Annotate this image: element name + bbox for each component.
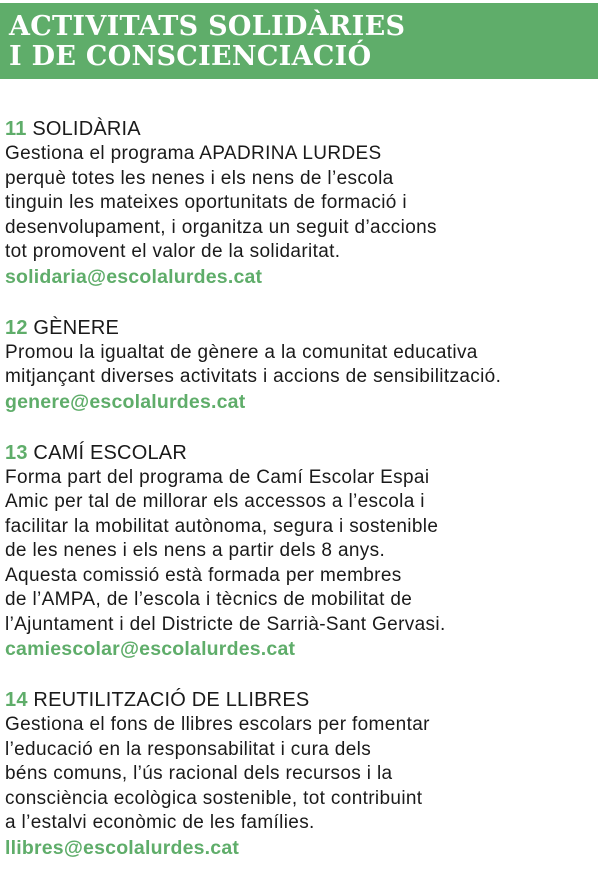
activity-description-line: de l’AMPA, de l’escola i tècnics de mobilitat de <box>5 589 413 610</box>
activity-description-line: Forma part del programa de Camí Escolar Espai <box>5 466 430 488</box>
activity-description-line: tinguin les mateixes oportunitats de formació i <box>5 192 407 213</box>
header-title-line-1: ACTIVITATS SOLIDÀRIES <box>9 11 406 42</box>
activity-heading <box>5 441 597 466</box>
activity-heading <box>5 117 597 142</box>
activity-email-link[interactable]: camiescolar@escolalurdes.cat <box>5 638 296 660</box>
activity-description-line: l’educació en la responsabilitat i cura dels <box>5 738 372 760</box>
header-title-line-2: I DE CONSCIENCIACIÓ <box>9 41 372 72</box>
activity-description-line: perquè totes les nenes i els nens de l’escola <box>5 167 394 189</box>
section-header-banner <box>0 3 598 79</box>
activity-description-line: a l’estalvi econòmic de les famílies. <box>5 812 315 833</box>
activity-description-line: mitjançant diverses activitats i accions de sensibilització. <box>5 366 502 387</box>
activity-description-line: Gestiona el fons de llibres escolars per fomentar <box>5 714 430 735</box>
activity-description-line: Aquesta comissió està formada per membres <box>5 564 402 586</box>
activity-number: 13 <box>5 441 28 464</box>
activity-description-line: béns comuns, l’ús racional dels recursos i la <box>5 763 393 784</box>
activities-list <box>5 117 597 887</box>
activity-description-line: consciència ecològica sostenible, tot contribuint <box>5 787 423 809</box>
activity-title: SOLIDÀRIA <box>32 118 141 140</box>
activity-email-link[interactable]: genere@escolalurdes.cat <box>5 390 246 413</box>
activity-description-line: de les nenes i els nens a partir dels 8 anys. <box>5 540 386 561</box>
activity-solidaria <box>5 117 597 290</box>
activity-description-line: Amic per tal de millorar els accessos a l’escola i <box>5 491 425 512</box>
activity-description-line: desenvolupament, i organitza un seguit d’accions <box>5 216 437 238</box>
activity-number: 11 <box>5 118 27 140</box>
activity-description-line: Gestiona el programa APADRINA LURDES <box>5 143 382 164</box>
activity-email-link[interactable]: solidaria@escolalurdes.cat <box>5 265 263 288</box>
activity-description-line: facilitar la mobilitat autònoma, segura i sostenible <box>5 515 439 537</box>
activity-heading <box>5 688 597 713</box>
activity-description-line: l’Ajuntament i del Districte de Sarrià-Sant Gervasi. <box>5 613 446 635</box>
activity-number: 12 <box>5 316 28 339</box>
activity-email-link[interactable]: llibres@escolalurdes.cat <box>5 836 240 859</box>
activity-description-line: Promou la igualtat de gènere a la comunitat educativa <box>5 341 478 363</box>
activity-title: CAMÍ ESCOLAR <box>33 441 187 464</box>
activity-title: GÈNERE <box>33 316 120 339</box>
activity-description-line: tot promovent el valor de la solidaritat. <box>5 241 341 262</box>
activity-genere <box>5 316 597 415</box>
activity-heading <box>5 316 597 341</box>
activity-cami-escolar <box>5 441 597 663</box>
activity-title: REUTILITZACIÓ DE LLIBRES <box>33 689 310 711</box>
activity-number: 14 <box>5 689 28 711</box>
activity-reutilitzacio-llibres <box>5 688 597 861</box>
